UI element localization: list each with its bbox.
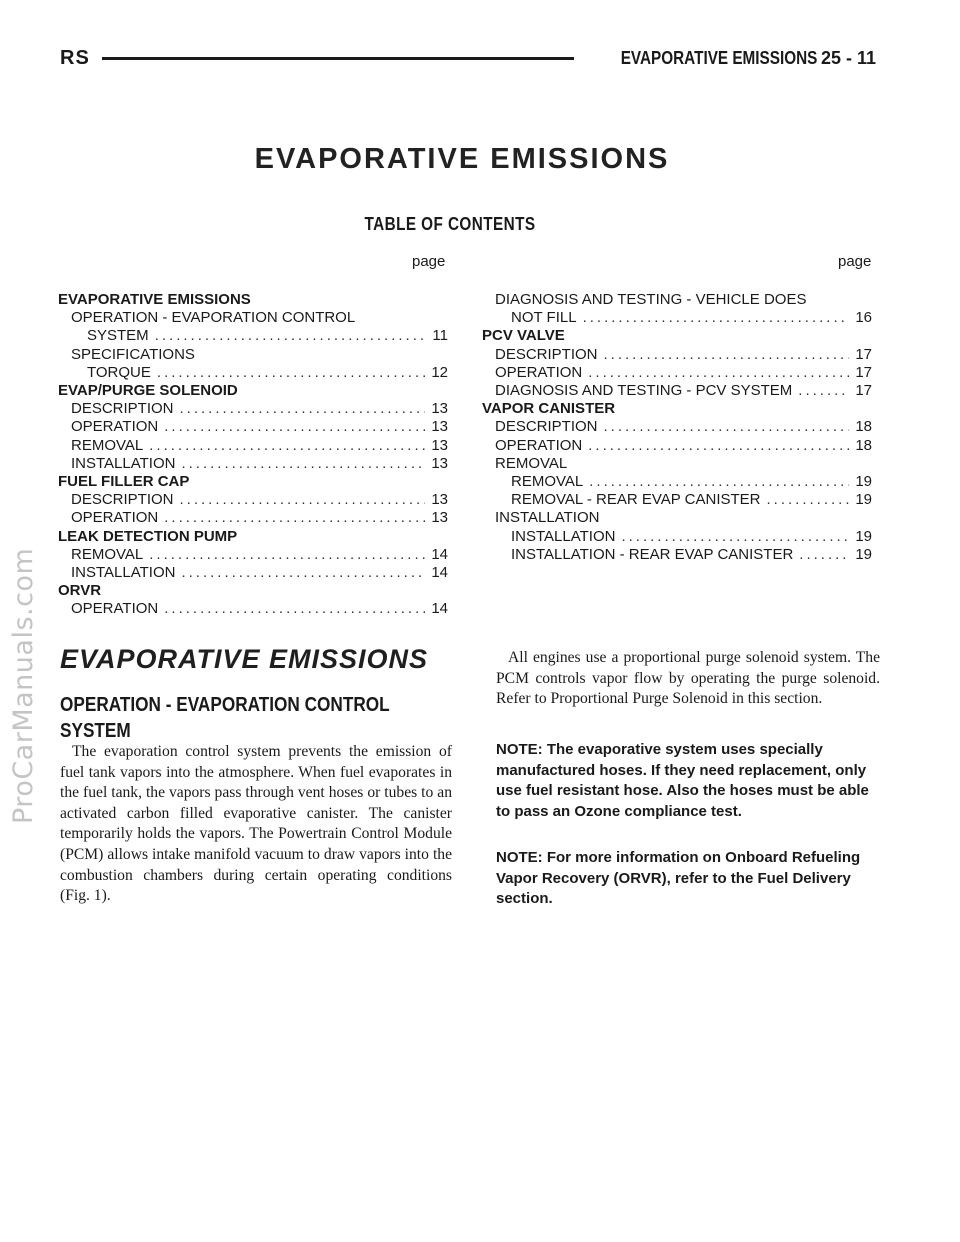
toc-entry-page: 18 (855, 418, 872, 436)
toc-entry-label: OPERATION (71, 418, 159, 436)
toc-leader-dots (583, 309, 850, 327)
toc-entry-label: REMOVAL (71, 545, 144, 563)
toc-entry-page: 12 (431, 363, 448, 381)
paragraph-evap-control: The evaporation control system prevents the emission of fuel tank vapors into the atmosphere. When fuel evaporates in the fuel tank, the vapors pass through vent hoses or tubes to an activated carbon filled evaporative canister. The canister temporarily holds the vapors. The Powertrain Control Module (PCM) allows intake manifold vacuum to draw vapors into the combustion chambers during certain operating conditions (Fig. 1). (60, 743, 452, 905)
toc-entry-page: 16 (855, 309, 872, 327)
toc-leader-dots (155, 327, 427, 345)
watermark: ProCarManuals.com (8, 547, 39, 824)
toc-entry-page: 17 (855, 382, 872, 400)
toc-entry-page: 14 (431, 600, 448, 618)
toc-entry-label: REMOVAL - REAR EVAP CANISTER (511, 491, 761, 509)
toc-entry[interactable] (482, 528, 872, 546)
toc-entry[interactable] (58, 364, 448, 382)
toc-leader-dots (180, 491, 426, 509)
paragraph-purge-solenoid: All engines use a proportional purge solenoid system. The PCM controls vapor flow by operating the purge solenoid. Refer to Proportional Purge Solenoid in this section. (496, 649, 880, 708)
toc-entry-label: DIAGNOSIS AND TESTING - VEHICLE DOES (495, 291, 807, 308)
toc-entry-label: INSTALLATION - REAR EVAP CANISTER (511, 545, 794, 563)
toc-entry[interactable] (482, 546, 872, 564)
toc-entry[interactable] (58, 546, 448, 564)
toc-entry-label: DESCRIPTION (495, 418, 598, 436)
toc-entry-label: TORQUE (87, 363, 151, 381)
toc-entry[interactable] (482, 327, 872, 345)
toc-entry-label: INSTALLATION (495, 509, 600, 527)
toc-entry-label: DIAGNOSIS AND TESTING - PCV SYSTEM (495, 382, 793, 400)
header-rule (102, 57, 574, 60)
toc-leader-dots (181, 455, 425, 473)
header-title: EVAPORATIVE EMISSIONS (620, 47, 817, 68)
note-orvr: NOTE: For more information on Onboard Refueling Vapor Recovery (ORVR), refer to the Fuel Delivery section. (496, 849, 861, 908)
toc-entry[interactable] (482, 400, 872, 418)
right-body-paragraph (496, 648, 880, 710)
toc-leader-dots (157, 364, 425, 382)
toc-entry-label: OPERATION - EVAPORATION CONTROL (71, 309, 356, 327)
toc-entry-page: 13 (431, 509, 448, 527)
toc-leader-dots (164, 418, 425, 436)
toc-leader-dots (180, 400, 426, 418)
toc-entry[interactable] (58, 582, 448, 600)
toc-leader-dots (164, 509, 425, 527)
toc-entry[interactable] (482, 491, 872, 509)
toc-entry-label: DESCRIPTION (495, 345, 598, 363)
header-section-code: RS (60, 46, 90, 69)
toc-entry-label: OPERATION (495, 436, 583, 454)
toc-entry-label: INSTALLATION (71, 454, 176, 472)
toc-entry[interactable] (58, 528, 448, 546)
toc-entry-page: 13 (431, 418, 448, 436)
toc-entry-label: PCV VALVE (482, 327, 565, 345)
toc-entry[interactable] (58, 327, 448, 345)
toc-entry-label: OPERATION (495, 363, 583, 381)
toc-leader-dots (181, 564, 425, 582)
toc-entry-label: DESCRIPTION (71, 491, 174, 509)
toc-title: TABLE OF CONTENTS (364, 214, 536, 234)
toc-entry-page: 13 (431, 491, 448, 509)
toc-entry-page: 19 (855, 473, 872, 491)
toc-entry-label: VAPOR CANISTER (482, 400, 616, 418)
toc-entry[interactable] (482, 364, 872, 382)
toc-entry-label: SPECIFICATIONS (71, 345, 195, 363)
toc-entry[interactable] (58, 382, 448, 400)
toc-entry[interactable] (58, 455, 448, 473)
header-page-number: 25 - 11 (820, 47, 876, 68)
toc-entry-label: REMOVAL (495, 454, 568, 472)
toc-entry-label: EVAP/PURGE SOLENOID (58, 382, 238, 400)
toc-entry[interactable] (482, 346, 872, 364)
toc-entry[interactable] (58, 473, 448, 491)
toc-entry[interactable] (58, 291, 448, 309)
toc-leader-dots (798, 382, 849, 400)
toc-entry[interactable] (482, 418, 872, 436)
toc-entry-label: INSTALLATION (71, 564, 176, 582)
toc-entry[interactable] (482, 382, 872, 400)
toc-entry-label: ORVR (58, 582, 102, 600)
toc-entry-label: DESCRIPTION (71, 400, 174, 418)
toc-leader-dots (589, 473, 849, 491)
toc-leader-dots (149, 546, 425, 564)
toc-entry[interactable] (58, 400, 448, 418)
toc-entry-label: FUEL FILLER CAP (58, 473, 190, 491)
toc-leader-dots (621, 528, 849, 546)
toc-entry-page: 13 (431, 436, 448, 454)
toc-leader-dots (588, 364, 849, 382)
toc-leader-dots (604, 418, 850, 436)
toc-entry-page: 19 (855, 491, 872, 509)
toc-entry-page: 14 (431, 564, 448, 582)
toc-entry-page: 11 (432, 327, 448, 345)
toc-entry[interactable] (58, 564, 448, 582)
toc-entry-page: 19 (855, 527, 872, 545)
toc-entry-page: 19 (855, 545, 872, 563)
toc-leader-dots (149, 437, 425, 455)
toc-entry[interactable] (482, 437, 872, 455)
toc-entry[interactable] (58, 437, 448, 455)
toc-entry[interactable] (58, 600, 448, 618)
toc-entry[interactable] (482, 509, 872, 527)
toc-entry[interactable] (58, 346, 448, 364)
toc-entry-label: SYSTEM (87, 327, 149, 345)
toc-left-column (58, 291, 448, 619)
toc-entry-page: 13 (431, 454, 448, 472)
toc-entry-label: INSTALLATION (511, 527, 616, 545)
page-header (60, 44, 876, 72)
toc-entry-label: EVAPORATIVE EMISSIONS (58, 291, 251, 308)
toc-entry[interactable] (58, 418, 448, 436)
toc-entry[interactable] (482, 455, 872, 473)
toc-leader-dots (767, 491, 850, 509)
toc-leader-dots (799, 546, 849, 564)
toc-entry-label: OPERATION (71, 509, 159, 527)
toc-leader-dots (604, 346, 850, 364)
toc-entry[interactable] (482, 291, 872, 309)
toc-entry[interactable] (482, 473, 872, 491)
left-body-paragraph (60, 742, 452, 907)
toc-entry[interactable] (58, 309, 448, 327)
subsection-title: OPERATION - EVAPORATION CONTROL SYSTEM (60, 694, 390, 742)
toc-leader-dots (164, 600, 425, 618)
toc-entry-label: REMOVAL (511, 473, 584, 491)
toc-entry-page: 17 (855, 345, 872, 363)
toc-entry[interactable] (58, 509, 448, 527)
main-title: EVAPORATIVE EMISSIONS (254, 143, 670, 175)
toc-entry-page: 13 (431, 400, 448, 418)
toc-entry-label: OPERATION (71, 600, 159, 618)
toc-entry-label: NOT FILL (511, 309, 577, 327)
toc-leader-dots (588, 437, 849, 455)
toc-entry[interactable] (482, 309, 872, 327)
section-title: EVAPORATIVE EMISSIONS (60, 644, 429, 674)
toc-entry-page: 18 (855, 436, 872, 454)
toc-page-label-left: page (412, 253, 446, 270)
toc-entry-label: REMOVAL (71, 436, 144, 454)
toc-entry-page: 17 (855, 363, 872, 381)
note-hoses: NOTE: The evaporative system uses specially manufactured hoses. If they need replacement, only use fuel resistant hose. Also the hoses must be able to pass an Ozone compliance test. (496, 741, 869, 820)
toc-entry[interactable] (58, 491, 448, 509)
toc-right-column (482, 291, 872, 564)
toc-entry-page: 14 (431, 545, 448, 563)
toc-entry-label: LEAK DETECTION PUMP (58, 527, 238, 545)
toc-page-label-right: page (838, 253, 872, 270)
